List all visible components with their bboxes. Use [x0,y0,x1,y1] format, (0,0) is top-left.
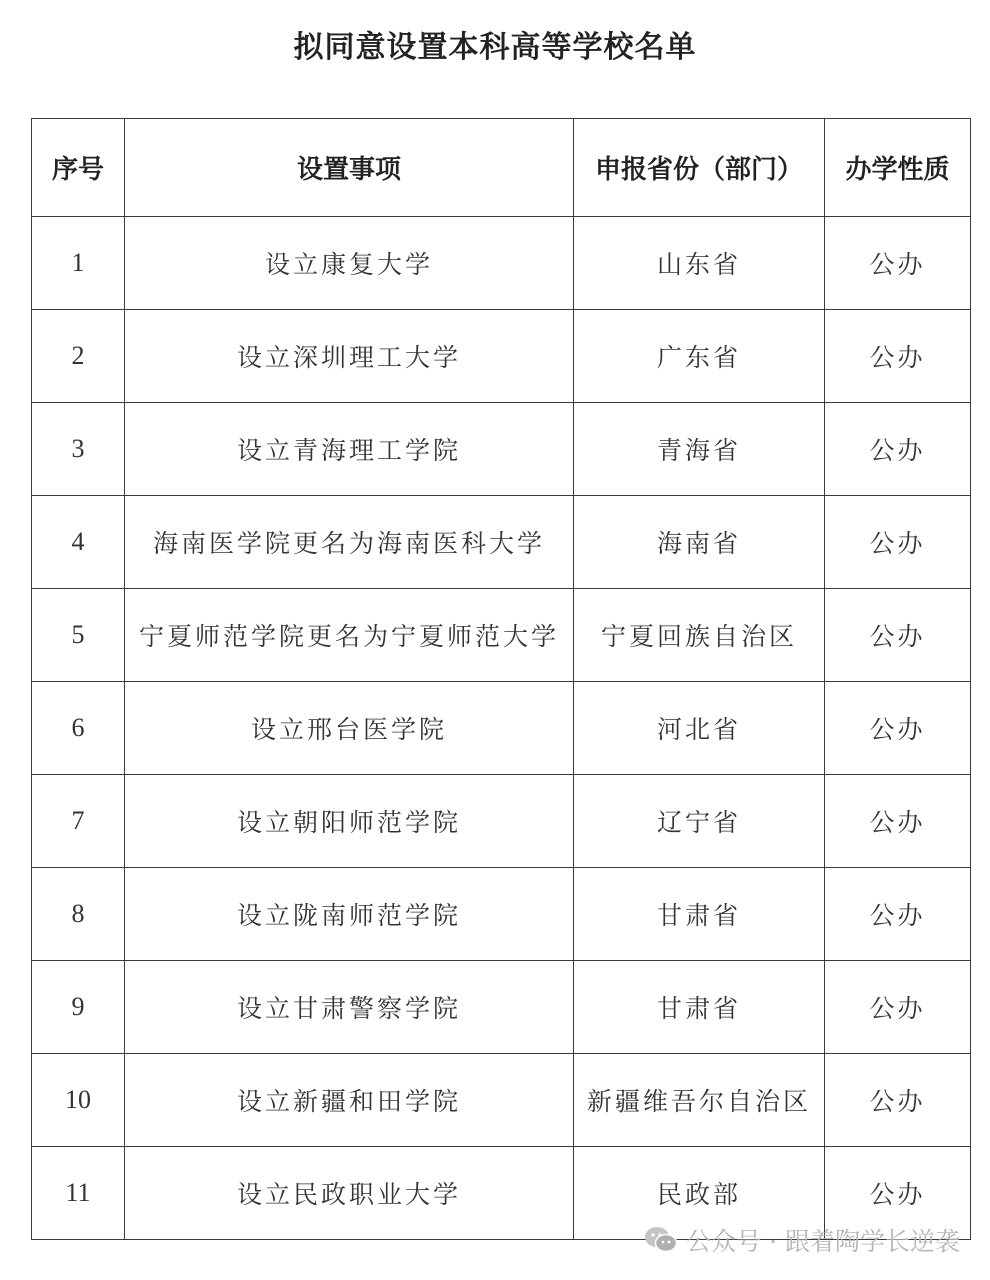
cell-nature: 公办 [825,961,971,1054]
cell-item: 设立朝阳师范学院 [125,775,574,868]
cell-serial-number: 6 [32,682,125,775]
cell-province: 广东省 [574,310,825,403]
cell-nature: 公办 [825,1054,971,1147]
header-nature: 办学性质 [825,119,971,217]
table-row [32,589,971,682]
table-row [32,868,971,961]
cell-province: 海南省 [574,496,825,589]
wechat-icon [644,1226,678,1254]
cell-item: 设立新疆和田学院 [125,1054,574,1147]
cell-province: 甘肃省 [574,961,825,1054]
cell-item: 设立青海理工学院 [125,403,574,496]
watermark-text: 公众号 · 跟着陶学长逆袭 [686,1227,960,1256]
cell-nature: 公办 [825,217,971,310]
table-row [32,310,971,403]
header-province: 申报省份（部门） [574,119,825,217]
cell-nature: 公办 [825,496,971,589]
header-item: 设置事项 [125,119,574,217]
cell-item: 宁夏师范学院更名为宁夏师范大学 [125,589,574,682]
cell-province: 山东省 [574,217,825,310]
table-row [32,403,971,496]
cell-item: 设立陇南师范学院 [125,868,574,961]
cell-nature: 公办 [825,1147,971,1240]
table-row [32,682,971,775]
cell-nature: 公办 [825,403,971,496]
cell-item: 设立康复大学 [125,217,574,310]
cell-serial-number: 8 [32,868,125,961]
cell-serial-number: 7 [32,775,125,868]
cell-item: 海南医学院更名为海南医科大学 [125,496,574,589]
cell-serial-number: 11 [32,1147,125,1240]
cell-item: 设立甘肃警察学院 [125,961,574,1054]
cell-serial-number: 1 [32,217,125,310]
cell-serial-number: 10 [32,1054,125,1147]
cell-province: 新疆维吾尔自治区 [574,1054,825,1147]
cell-province: 青海省 [574,403,825,496]
cell-serial-number: 9 [32,961,125,1054]
university-list-table [31,118,971,1240]
cell-nature: 公办 [825,310,971,403]
cell-item: 设立深圳理工大学 [125,310,574,403]
cell-province: 民政部 [574,1147,825,1240]
cell-nature: 公办 [825,682,971,775]
table-row [32,496,971,589]
cell-province: 宁夏回族自治区 [574,589,825,682]
cell-province: 甘肃省 [574,868,825,961]
table-row [32,961,971,1054]
table-row [32,1054,971,1147]
table-header-row [32,119,971,217]
cell-nature: 公办 [825,589,971,682]
header-serial-number: 序号 [32,119,125,217]
cell-nature: 公办 [825,868,971,961]
cell-item: 设立民政职业大学 [125,1147,574,1240]
cell-serial-number: 4 [32,496,125,589]
watermark [644,1222,960,1258]
cell-item: 设立邢台医学院 [125,682,574,775]
cell-serial-number: 2 [32,310,125,403]
table-row [32,217,971,310]
table-row [32,775,971,868]
document-title: 拟同意设置本科高等学校名单 [293,30,697,65]
cell-province: 辽宁省 [574,775,825,868]
cell-province: 河北省 [574,682,825,775]
cell-nature: 公办 [825,775,971,868]
cell-serial-number: 5 [32,589,125,682]
cell-serial-number: 3 [32,403,125,496]
